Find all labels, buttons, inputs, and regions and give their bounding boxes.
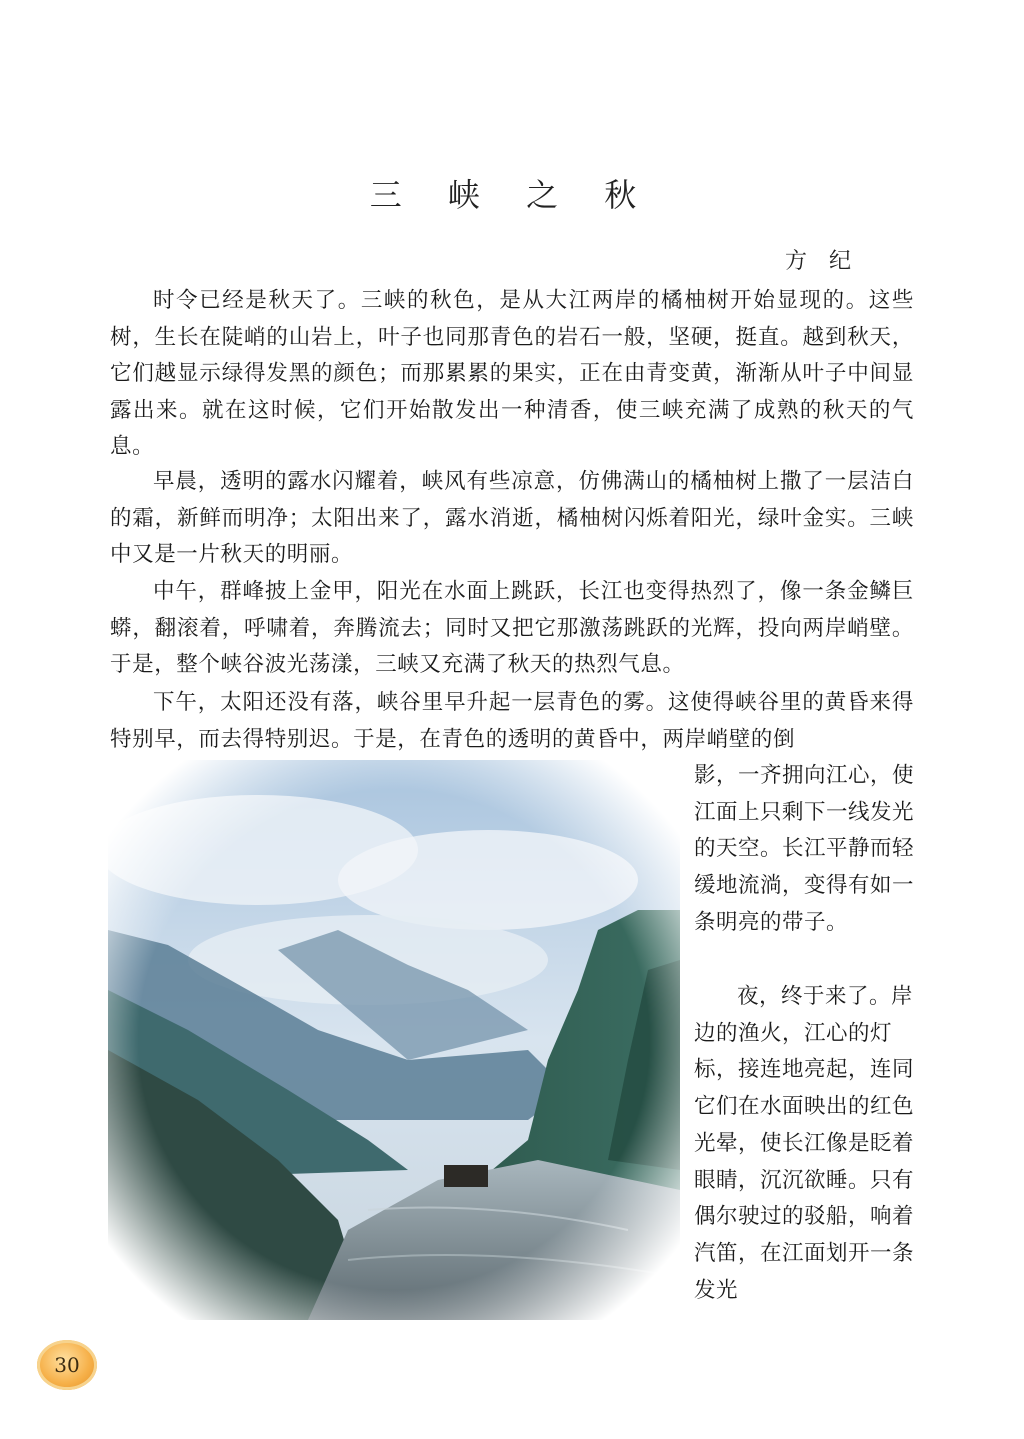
paragraph-night: 夜，终于来了。岸边的渔火，江心的灯标，接连地亮起，连同它们在水面映出的红色光晕，使长江像是眨着眼睛，沉沉欲睡。只有偶尔驶过的驳船，响着汽笛，在江面划开一条发光 (694, 984, 915, 1303)
paragraph-afternoon: 下午，太阳还没有落，峡谷里早升起一层青色的雾。这使得峡谷里的黄昏来得特别早，而去得特别迟。于是，在青色的透明的黄昏中，两岸峭壁的倒 (110, 690, 914, 752)
three-gorges-photo (108, 760, 680, 1320)
paragraph-reflection: 影，一齐拥向江心，使江面上只剩下一线发光的天空。长江平静而轻缓地流淌，变得有如一条明亮的带子。 (694, 763, 915, 935)
page-title: 三 峡 之 秋 (369, 176, 655, 214)
paragraph-noon: 中午，群峰披上金甲，阳光在水面上跳跃，长江也变得热烈了，像一条金鳞巨蟒，翻滚着，呼啸着，奔腾流去；同时又把它那激荡跳跃的光辉，投向两岸峭壁。于是，整个峡谷波光荡漾，三峡又充满了秋天的热烈气息。 (110, 579, 914, 677)
paragraph-autumn: 时令已经是秋天了。三峡的秋色，是从大江两岸的橘柚树开始显现的。这些树，生长在陡峭的山岩上，叶子也同那青色的岩石一般，坚硬，挺直。越到秋天，它们越显示绿得发黑的颜色；而那累累的果实，正在由青变黄，渐渐从叶子中间显露出来。就在这时候，它们开始散发出一种清香，使三峡充满了成熟的秋天的气息。 (110, 288, 914, 459)
author-name: 方纪 (785, 249, 874, 274)
page-number-badge: 30 (37, 1340, 97, 1390)
paragraph-morning: 早晨，透明的露水闪耀着，峡风有些凉意，仿佛满山的橘柚树上撒了一层洁白的霜，新鲜而明净；太阳出来了，露水消逝，橘柚树闪烁着阳光，绿叶金实。三峡中又是一片秋天的明丽。 (110, 469, 914, 567)
